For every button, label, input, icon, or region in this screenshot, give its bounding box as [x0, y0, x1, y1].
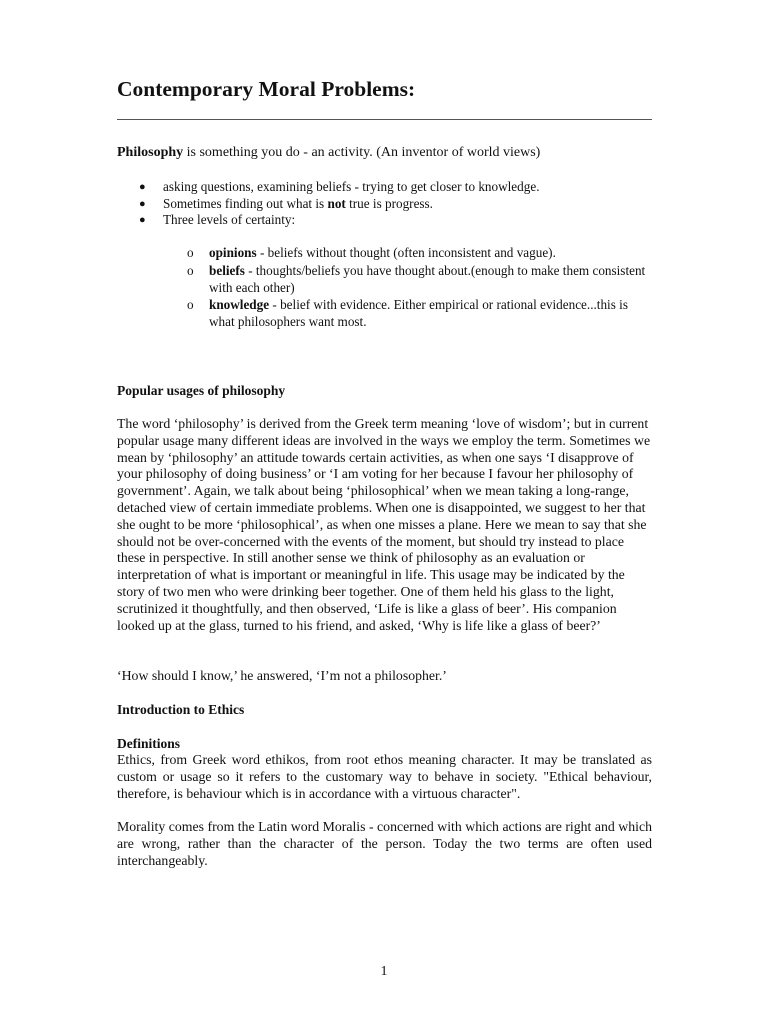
bullet-text: Sometimes finding out what is	[163, 195, 328, 211]
bullet-icon: ●	[139, 197, 146, 210]
section-heading-popular-usages: Popular usages of philosophy	[117, 383, 286, 398]
bullet-emphasis: not	[327, 195, 346, 211]
level-text: - thoughts/beliefs you have thought about.(enough to make them consistent with each other)	[209, 262, 646, 295]
intro-term: Philosophy	[117, 145, 184, 160]
list-item	[187, 245, 647, 262]
intro-text: is something you do - an activity. (An inventor of world views)	[183, 145, 541, 160]
popular-usages-paragraph: The word ‘philosophy’ is derived from the Greek term meaning ‘love of wisdom’; but in current popular usage many different ideas are involved in the ways we employ the term. Sometimes we mean by ‘philosophy’ an attitude towards certain activities, as when one says ‘I disapprove of your philosophy of doing business’ or ‘I am voting for her because I favour her philosophy of government’. Again, we talk about being ‘philosophical’ when we mean taking a long-range, detached view of certain immediate problems. When one is disappointed, we suggest to her that she ought to be more ‘philosophical’, as when one misses a plane. Here we mean to say that she should not be over-concerned with the events of the moment, but should try instead to place these in perspective. In still another sense we think of philosophy as an evaluation or interpretation of what is important or meaningful in life. This usage may be indicated by the story of two men who were drinking beer together. One of them held his glass to the light, scrutinized it thoughtfully, and then observed, ‘Life is like a glass of beer’. His companion looked up at the glass, turned to his friend, and asked, ‘Why is life like a glass of beer?’	[117, 416, 651, 633]
circle-bullet-icon: o	[187, 245, 194, 260]
section-heading-ethics: Introduction to Ethics	[117, 702, 245, 717]
level-text: - beliefs without thought (often inconsistent and vague).	[256, 245, 556, 260]
certainty-bullet-list	[135, 179, 540, 229]
level-term: beliefs	[209, 262, 245, 278]
intro-sentence	[117, 145, 540, 161]
list-item	[135, 212, 540, 229]
level-term: opinions	[209, 245, 257, 260]
bullet-icon: ●	[139, 214, 146, 226]
page-number: 1	[380, 964, 388, 979]
title-divider	[117, 119, 652, 120]
circle-bullet-icon: o	[187, 262, 194, 278]
page-title: Contemporary Moral Problems:	[117, 77, 416, 101]
bullet-text: Three levels of certainty:	[163, 212, 296, 227]
list-item	[135, 196, 540, 213]
ethics-definition-paragraph: Ethics, from Greek word ethikos, from root ethos meaning character. It may be translated as custom or usage so it refers to the customary way to behave in society. "Ethical behaviour, therefore, is behaviour which is in accordance with a virtuous character".	[117, 752, 652, 801]
level-term: knowledge	[209, 297, 270, 313]
bullet-text: asking questions, examining beliefs - trying to get closer to knowledge.	[163, 179, 540, 194]
certainty-levels-list	[187, 245, 647, 332]
popular-usages-quote: ‘How should I know,’ he answered, ‘I’m not a philosopher.’	[117, 668, 447, 683]
morality-definition-paragraph: Morality comes from the Latin word Moralis - concerned with which actions are right and which are wrong, rather than the character of the person. Today the two terms are often used interchangeably.	[117, 819, 652, 868]
list-item	[187, 263, 647, 297]
list-item	[135, 179, 540, 196]
bullet-text: true is progress.	[345, 195, 433, 211]
level-text: - belief with evidence. Either empirical or rational evidence...this is what philosophers want most.	[209, 297, 628, 330]
list-item	[187, 297, 647, 331]
circle-bullet-icon: o	[187, 297, 194, 313]
subheading-definitions: Definitions	[117, 736, 181, 751]
bullet-icon: ●	[139, 181, 146, 193]
